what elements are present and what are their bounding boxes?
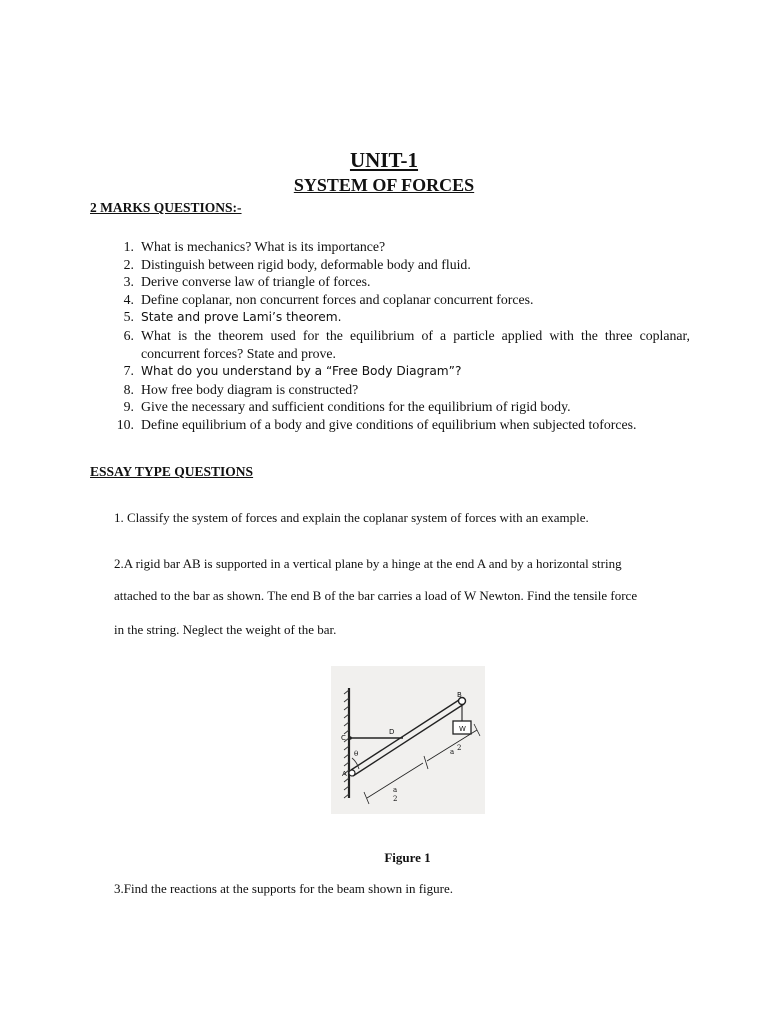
question-text: Distinguish between rigid body, deformable body and fluid. <box>141 256 471 272</box>
essay-question-3: 3.Find the reactions at the supports for the beam shown in figure. <box>114 881 454 896</box>
question-number: 6. <box>123 327 134 343</box>
label-a-lower: a <box>393 786 398 794</box>
question-text: State and prove Lami’s theorem. <box>141 310 342 325</box>
question-item <box>100 273 690 291</box>
question-item <box>100 256 690 274</box>
rigid-bar-edge-2 <box>353 704 464 776</box>
question-text: How free body diagram is constructed? <box>141 381 359 397</box>
figure-caption: Figure 1 <box>384 850 431 865</box>
essay-question-2-line-1: 2.A rigid bar AB is supported in a vertical plane by a hinge at the end A and by a horizontal string <box>114 556 622 571</box>
marks-section-heading: 2 MARKS QUESTIONS:- <box>90 200 242 215</box>
label-theta: θ <box>354 750 359 758</box>
essay-question-1: 1. Classify the system of forces and explain the coplanar system of forces with an example. <box>114 510 589 525</box>
label-two-upper: 2 <box>457 744 462 752</box>
hinge-a <box>349 770 355 776</box>
label-a: A <box>342 770 347 778</box>
dimension-tick-middle <box>424 756 428 769</box>
rigid-bar-edge-1 <box>351 698 462 770</box>
page-title: SYSTEM OF FORCES <box>293 175 475 195</box>
question-item <box>100 381 690 399</box>
essay-question-2-line-2: attached to the bar as shown. The end B of the bar carries a load of W Newton. Find the tensile force <box>114 588 638 603</box>
question-number: 3. <box>123 274 134 290</box>
question-item <box>100 398 690 416</box>
question-item <box>100 291 690 309</box>
question-number: 9. <box>123 399 134 415</box>
dimension-line-upper <box>427 730 477 761</box>
question-text: Give the necessary and sufficient conditions for the equilibrium of rigid body. <box>141 399 571 415</box>
essay-section-heading: ESSAY TYPE QUESTIONS <box>90 464 254 479</box>
essay-question-2-line-3: in the string. Neglect the weight of the bar. <box>114 622 337 637</box>
question-text: What is mechanics? What is its importance? <box>141 239 386 254</box>
unit-heading: UNIT-1 <box>349 148 419 172</box>
question-number: 2. <box>123 256 134 272</box>
question-text: What is the theorem used for the equilibrium of a particle applied with the three coplanar, concurrent forces? State and prove. <box>141 327 690 361</box>
figure-1-diagram <box>331 666 485 814</box>
question-item <box>100 362 690 381</box>
question-item <box>100 238 690 256</box>
question-number: 4. <box>123 291 134 307</box>
question-item <box>100 327 690 362</box>
question-number: 1. <box>123 239 134 254</box>
question-text: Derive converse law of triangle of forces. <box>141 274 371 290</box>
label-w: W <box>459 725 466 733</box>
question-number: 7. <box>123 363 134 379</box>
marks-question-list <box>100 238 690 434</box>
question-item <box>100 308 690 327</box>
label-b: B <box>457 691 462 699</box>
question-item <box>100 416 690 434</box>
question-text: Define coplanar, non concurrent forces and coplanar concurrent forces. <box>141 291 534 307</box>
label-c: C <box>341 734 346 742</box>
label-two-lower: 2 <box>393 795 398 803</box>
question-text: Define equilibrium of a body and give conditions of equilibrium when subjected toforces. <box>141 416 637 432</box>
point-c <box>348 736 352 740</box>
label-a-upper: a <box>450 748 455 756</box>
bar-hinge-diagram <box>331 666 485 814</box>
dimension-tick-upper <box>474 724 480 736</box>
question-text: What do you understand by a “Free Body Diagram”? <box>141 364 462 379</box>
question-number: 5. <box>123 309 134 325</box>
question-number: 10. <box>116 416 134 432</box>
label-d: D <box>389 728 395 736</box>
dimension-tick-lower <box>364 792 369 804</box>
question-number: 8. <box>123 381 134 397</box>
